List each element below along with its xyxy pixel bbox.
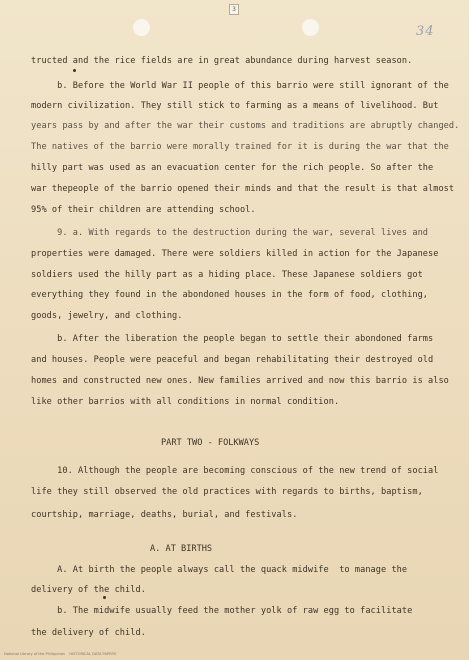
text-line: 95% of their children are attending school. bbox=[31, 205, 256, 215]
text-line: properties were damaged. There were soldiers killed in action for the Japanese bbox=[31, 249, 439, 259]
page-number: 34 bbox=[416, 24, 435, 39]
text-line: like other barrios with all conditions in normal condition. bbox=[31, 397, 340, 407]
text-line: years pass by and after the war their customs and traditions are abruptly changed. bbox=[31, 121, 460, 131]
text-line: soldiers used the hilly part as a hiding place. These Japanese soldiers got bbox=[31, 270, 423, 280]
text-line: 10. Although the people are becoming conscious of the new trend of social bbox=[31, 466, 439, 476]
part-heading: PART TWO - FOLKWAYS bbox=[161, 438, 260, 448]
text-line: A. At birth the people always call the quack midwife to manage the bbox=[31, 565, 408, 575]
text-line: b. After the liberation the people began to settle their abondoned farms bbox=[31, 334, 434, 344]
text-line: life they still observed the old practices with regards to births, baptism, bbox=[31, 487, 423, 497]
archive-footer: National Library of the Philippines HISTORICAL DATA PAPERS bbox=[4, 652, 117, 656]
text-line: homes and constructed new ones. New families arrived and now this barrio is also bbox=[31, 376, 449, 386]
text-line: the delivery of child. bbox=[31, 628, 146, 638]
text-line: b. Before the World War II people of this barrio were still ignorant of the bbox=[31, 81, 449, 91]
punch-hole-left bbox=[133, 19, 150, 36]
text-line: tructed and the rice fields are in great abundance during harvest season. bbox=[31, 56, 413, 66]
page-tab: 3 bbox=[229, 4, 239, 15]
punch-hole-right bbox=[302, 19, 319, 36]
text-line: and houses. People were peaceful and began rehabilitating their destroyed old bbox=[31, 355, 434, 365]
text-line: courtship, marriage, deaths, burial, and festivals. bbox=[31, 510, 298, 520]
text-line: modern civilization. They still stick to farming as a means of livelihood. But bbox=[31, 101, 439, 111]
text-line: goods, jewelry, and clothing. bbox=[31, 311, 183, 321]
text-line: 9. a. With regards to the destruction during the war, several lives and bbox=[31, 228, 429, 238]
ink-dot bbox=[103, 596, 106, 599]
ink-dot bbox=[73, 69, 76, 72]
section-heading: A. AT BIRTHS bbox=[150, 544, 213, 554]
text-line: The natives of the barrio were morally trained for it is during the war that the bbox=[31, 142, 449, 152]
text-line: hilly part was used as an evacuation center for the rich people. So after the bbox=[31, 163, 434, 173]
text-line: b. The midwife usually feed the mother yolk of raw egg to facilitate bbox=[31, 606, 413, 616]
text-line: everything they found in the abondoned houses in the form of food, clothing, bbox=[31, 290, 429, 300]
text-line: war thepeople of the barrio opened their minds and that the result is that almost bbox=[31, 184, 455, 194]
text-line: delivery of the child. bbox=[31, 585, 146, 595]
